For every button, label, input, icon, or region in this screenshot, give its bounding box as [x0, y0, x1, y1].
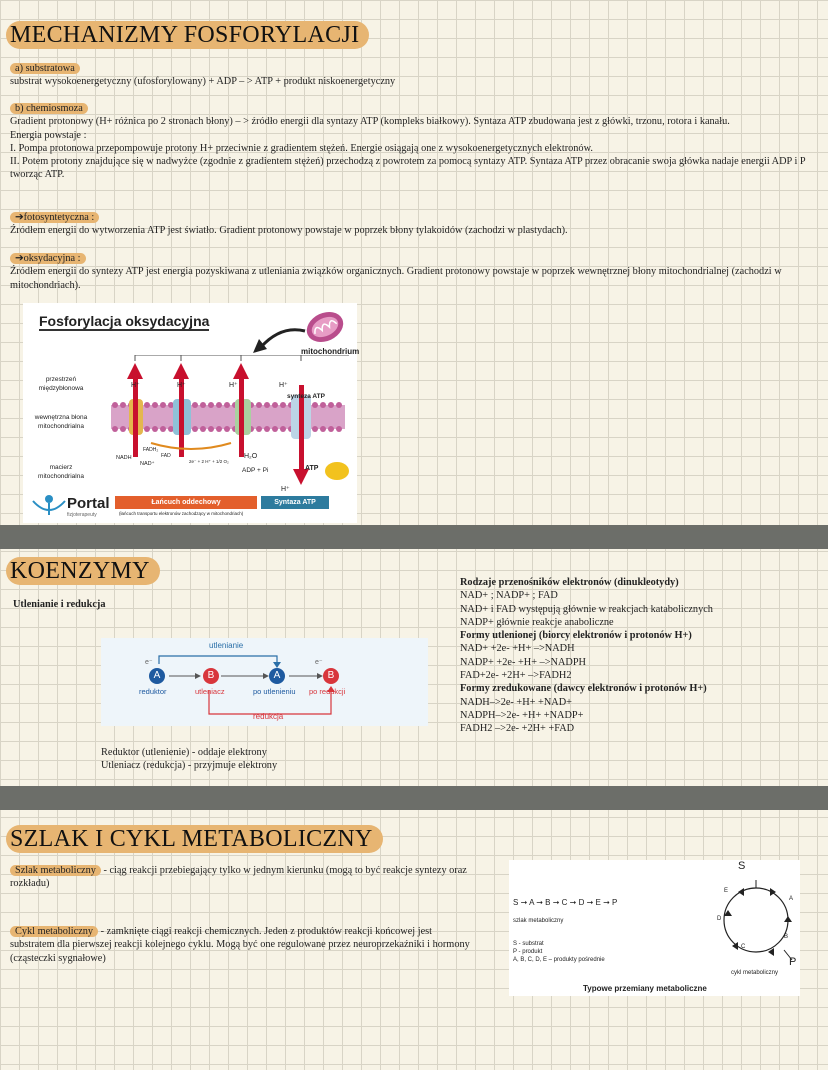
- section-title-szlak-cykl: SZLAK I CYKL METABOLICZNY: [6, 825, 383, 853]
- h-plus-4: H⁺: [279, 382, 288, 389]
- utlenianie-redukcja-heading: Utlenianie i redukcja: [13, 599, 106, 610]
- bar-syntaza: Syntaza ATP: [261, 496, 329, 509]
- h2o-label: H₂O: [244, 453, 258, 460]
- szlak-label: Szlak metaboliczny: [10, 865, 101, 876]
- electron-1: e⁻: [145, 659, 153, 666]
- chain-a: A: [529, 898, 534, 907]
- label-matrix: macierz mitochondrialna: [38, 464, 84, 480]
- przenosniki-line-3: NAD+ i FAD występują głównie w reakcjach katabolicznych: [460, 603, 713, 615]
- substratowa-block: [10, 62, 810, 89]
- bar-lancuch: Łańcuch oddechowy: [115, 496, 257, 509]
- oksydacyjna-label: ➔oksydacyjna :: [10, 253, 86, 264]
- portal-logo-text: Portal: [67, 495, 110, 512]
- fad-label: FAD: [161, 453, 171, 459]
- note-reduktor: Reduktor (utlenienie) - oddaje elektrony: [101, 747, 267, 758]
- cycle-label-b: B: [784, 934, 789, 940]
- chain-s: S: [513, 898, 519, 907]
- chemiosmoza-line-3: I. Pompa protonowa przepompowuje protony H+ przeciwnie z gradientem stężeń. Energie osiągają one z wysokoenergetycznych elektronów.: [10, 142, 593, 154]
- cykl-definition: [10, 925, 470, 965]
- przenosniki-line-12: FADH2 –>2e- +2H+ +FAD: [460, 723, 575, 735]
- fadh-label: FADH₂: [143, 447, 159, 453]
- przenosniki-line-11: NADPH–>2e- +H+ +NADP+: [460, 709, 584, 721]
- atp-label: ATP: [305, 465, 319, 472]
- utlenianie-label: utlenianie: [209, 641, 244, 650]
- legend-intermediates: A, B, C, D, E – produkty pośrednie: [513, 957, 605, 963]
- przenosniki-line-7: NADP+ +2e- +H+ –>NADPH: [460, 656, 586, 668]
- circle-a-2: A: [269, 668, 285, 684]
- szlak-text: - ciąg reakcji przebiegający tylko w jednym kierunku (mogą to być reakcje syntezy oraz rozkładu): [10, 865, 467, 890]
- fotosyntetyczna-label: ➔fotosyntetyczna :: [10, 212, 99, 223]
- chain-e: E: [595, 898, 601, 907]
- po-redukcji-label: po redukcji: [309, 687, 346, 696]
- przenosniki-line-5: Formy utlenionej (biorcy elektronów i protonów H+): [460, 630, 692, 642]
- water-eq-label: 2e⁻ + 2 H⁺ + 1/2 O₂: [189, 459, 229, 464]
- oksydacyjna-text: Źródłem energii do syntezy ATP jest energia pozyskiwana z utleniania związków organicznych. Gradient protonowy powstaje w poprzek wewnętrznej błony mitochondrialnej (zachodzi w mitochondriach).: [10, 266, 782, 291]
- po-utlenieniu-label: po utlenieniu: [253, 687, 296, 696]
- przenosniki-line-10: NADH–>2e- +H+ +NAD+: [460, 696, 572, 708]
- pathway-chain: S ➞ A ➞ B ➞ C ➞ D ➞ E ➞ P: [513, 898, 618, 907]
- chemiosmoza-line-1: Gradient protonowy (H+ różnica po 2 stronach błony) – > źródło energii dla syntazy ATP (kompleks białkowy). Syntaza ATP zbudowana jest z główki, trzonu, rotora i kanału.: [10, 116, 730, 128]
- oksydacyjna-block: [10, 252, 810, 292]
- przenosniki-line-4: NADP+ głównie reakcje anaboliczne: [460, 616, 614, 628]
- cycle-label-a: A: [789, 896, 794, 902]
- chain-d: D: [578, 898, 585, 907]
- label-intermembrane: przestrzeń międzybłonowa: [38, 376, 84, 392]
- electron-2: e⁻: [315, 659, 323, 666]
- mitochondrion-icon: [303, 307, 347, 347]
- cykl-label: Cykl metaboliczny: [10, 926, 98, 937]
- figure-redox: [101, 638, 428, 726]
- cycle-label-p: P: [789, 956, 797, 968]
- mito-label: mitochondrium: [301, 347, 360, 356]
- nadh-label: NADH: [116, 455, 132, 461]
- przenosniki-line-6: NAD+ +2e- +H+ –>NADH: [460, 643, 575, 655]
- section-title-koenzymy: KOENZYMY: [6, 557, 160, 585]
- membrane-diagram: [91, 355, 351, 495]
- chain-p: P: [612, 898, 618, 907]
- cycle-label-s: S: [738, 860, 746, 872]
- circle-b-2: B: [323, 668, 339, 684]
- fotosyntetyczna-block: [10, 211, 810, 238]
- przenosniki-list: [460, 576, 820, 736]
- cycle-label-d: D: [717, 916, 722, 922]
- redukcja-label: redukcja: [253, 712, 284, 721]
- h-plus-5: H⁺: [281, 486, 290, 493]
- przenosniki-line-9: Formy zredukowane (dawcy elektronów i protonów H+): [460, 683, 707, 695]
- h-plus-2: H⁺: [177, 382, 186, 389]
- legend-s: S - substrat: [513, 941, 544, 947]
- przenosniki-line-8: FAD+2e- +2H+ –>FADH2: [460, 670, 572, 682]
- synteza-atp-label: synteza ATP: [287, 393, 325, 400]
- curved-arrow-icon: [251, 325, 307, 355]
- label-inner-membrane: wewnętrzna błona mitochondrialna: [34, 414, 88, 430]
- adp-label: ADP + Pi: [242, 467, 269, 474]
- reduktor-label: reduktor: [139, 687, 167, 696]
- figure-fosforylacja: [23, 303, 360, 523]
- chemiosmoza-line-4: II. Potem protony znajdujące się w nadwyżce (zgodnie z gradientem stężeń) przechodzą z powrotem za pomocą syntazy ATP. Syntaza ATP przez obracanie swoja główka nadaje energii ADP i P tworząc ATP.: [10, 156, 806, 181]
- section-divider-1: [0, 525, 828, 549]
- metabolism-legend: [513, 940, 605, 964]
- nad-label: NAD⁺: [140, 461, 155, 467]
- substratowa-label: a) substratowa: [10, 63, 80, 74]
- fotosyntetyczna-text: Źródłem energii do wytworzenia ATP jest światło. Gradient protonowy powstaje w poprzek błony tylakoidów (zachodzi w plastydach).: [10, 225, 568, 237]
- legend-p: P - produkt: [513, 949, 543, 955]
- circle-a-1: A: [149, 668, 165, 684]
- chemiosmoza-block: [10, 102, 810, 182]
- cycle-label-e: E: [724, 888, 729, 894]
- cycle-diagram: [714, 870, 798, 970]
- utleniacz-label: utleniacz: [195, 687, 225, 696]
- przenosniki-line-1: Rodzaje przenośników elektronów (dinukleotydy): [460, 577, 679, 588]
- chain-c: C: [561, 898, 568, 907]
- redox-notes: [101, 746, 277, 773]
- section-title-fosforylacja: MECHANIZMY FOSFORYLACJI: [6, 21, 369, 49]
- figure-caption: (łańcuch transportu elektronów zachodzący w mitochondriach): [119, 511, 244, 516]
- chemiosmoza-line-2: Energia powstaje :: [10, 129, 87, 141]
- note-utleniacz: Utleniacz (redukcja) - przyjmuje elektrony: [101, 760, 278, 772]
- figure-metabolism: [509, 860, 800, 996]
- przenosniki-line-2: NAD+ ; NADP+ ; FAD: [460, 590, 558, 602]
- circle-b-1: B: [203, 668, 219, 684]
- cykl-caption: cykl metaboliczny: [731, 970, 779, 976]
- section-divider-2: [0, 786, 828, 810]
- portal-logo-icon: [31, 493, 69, 517]
- cycle-label-c: C: [741, 944, 746, 950]
- metabolism-figure-caption: Typowe przemiany metaboliczne: [583, 984, 707, 993]
- cykl-text: - zamknięte ciągi reakcji chemicznych. Jeden z produktów reakcji końcowej jest substratem dla pierwszej reakcji kolejnego cyklu. Mogą być one regulowane przez neuroprzekaźniki i hormony (cząsteczki sygnałowe): [10, 926, 470, 964]
- figure-title: Fosforylacja oksydacyjna: [39, 313, 210, 329]
- chemiosmoza-label: b) chemiosmoza: [10, 103, 88, 114]
- substratowa-text: substrat wysokoenergetyczny (ufosforylowany) + ADP – > ATP + produkt niskoenergetyczny: [10, 76, 396, 88]
- szlak-definition: [10, 864, 470, 891]
- chain-b: B: [545, 898, 551, 907]
- h-plus-1: H⁺: [131, 382, 140, 389]
- h-plus-3: H⁺: [229, 382, 238, 389]
- portal-logo-sub: fizjoterapeuty: [67, 512, 97, 518]
- szlak-caption: szlak metaboliczny: [513, 918, 564, 924]
